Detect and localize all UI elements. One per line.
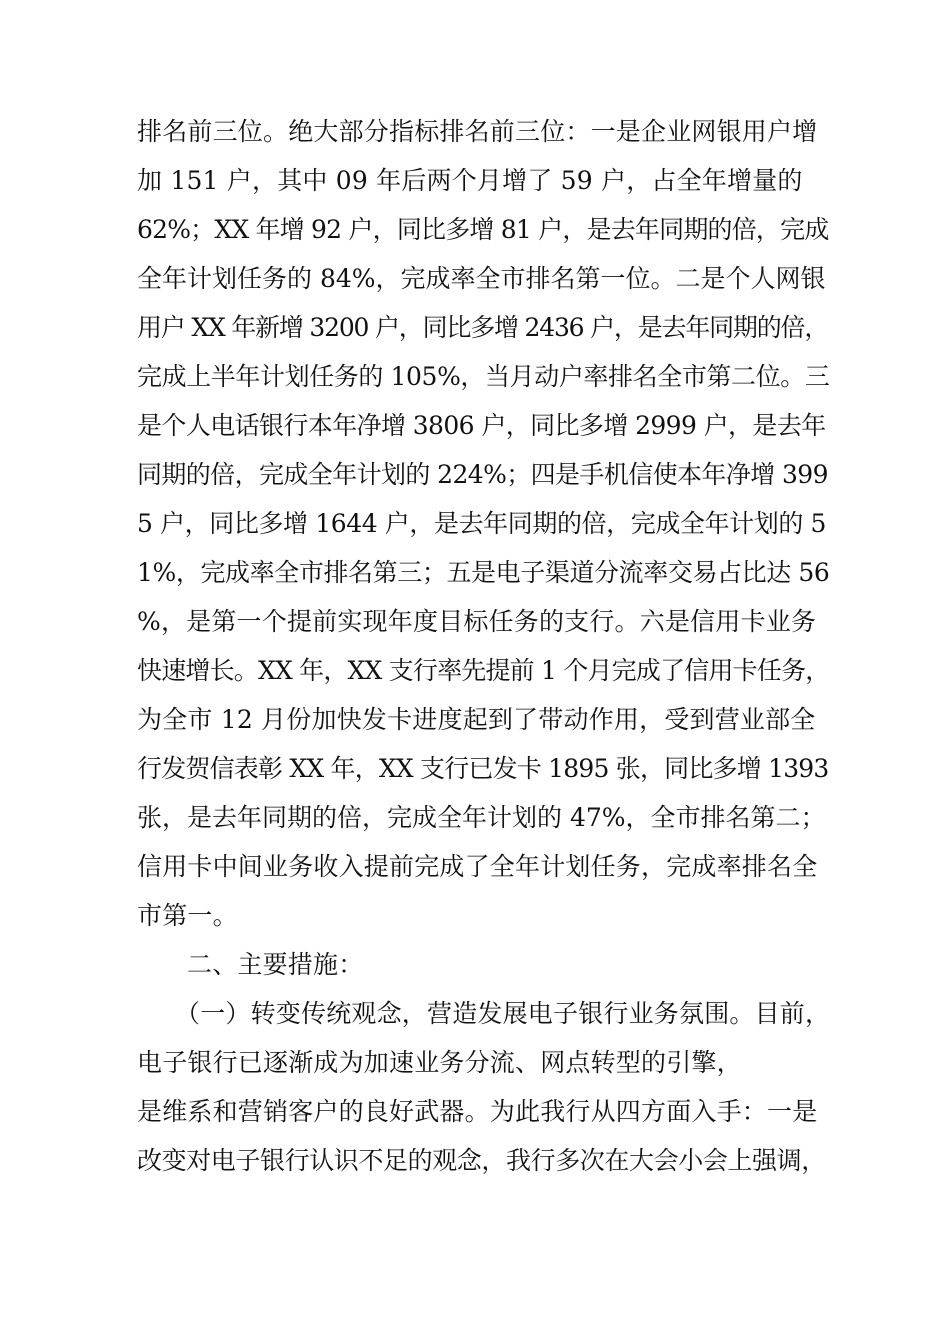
section-heading: 二、主要措施： [187,950,364,979]
body-text-line: %，是第一个提前实现年度目标任务的支行。六是信用卡业务 [137,607,817,636]
body-text-line: 同期的倍，完成全年计划的 224%；四是手机信使本年净增 399 [137,460,828,489]
body-text-line: 信用卡中间业务收入提前完成了全年计划任务，完成率排名全 [137,852,818,881]
body-text-line: 排名前三位。绝大部分指标排名前三位：一是企业网银用户增 [137,117,818,146]
body-text-line: 62%；XX 年增 92 户，同比多增 81 户，是去年同期的倍，完成 [137,215,829,244]
body-text-line: 行发贺信表彰 XX 年，XX 支行已发卡 1895 张，同比多增 1393 [137,754,829,783]
body-text-line: 加 151 户，其中 09 年后两个月增了 59 户，占全年增量的 [137,166,803,195]
body-text-line: 1%，完成率全市排名第三；五是电子渠道分流率交易占比达 56 [137,558,830,587]
body-text-line: 5 户，同比多增 1644 户，是去年同期的倍，完成全年计划的 5 [137,509,827,538]
subsection-heading-line: （一）转变传统观念，营造发展电子银行业务氛围。目前， [175,999,831,1028]
body-text-line: 为全市 12 月份加快发卡进度起到了带动作用，受到营业部全 [137,705,816,734]
body-text-line: 是维系和营销客户的良好武器。为此我行从四方面入手：一是 [137,1097,818,1126]
body-text-line: 改变对电子银行认识不足的观念，我行多次在大会小会上强调， [137,1146,826,1175]
body-text-line: 用户 XX 年新增 3200 户，同比多增 2436 户，是去年同期的倍， [137,313,829,342]
body-text-line: 市第一。 [137,901,238,930]
body-text-line: 全年计划任务的 84%，完成率全市排名第一位。二是个人网银 [137,264,826,293]
body-text-line: 电子银行已逐渐成为加速业务分流、网点转型的引擎， [137,1048,742,1077]
body-text-line: 张，是去年同期的倍，完成全年计划的 47%，全市排名第二； [137,803,826,832]
body-text-line: 快速增长。XX 年，XX 支行率先提前 1 个月完成了信用卡任务， [137,656,830,685]
body-text-line: 是个人电话银行本年净增 3806 户，同比多增 2999 户，是去年 [137,411,826,440]
body-text-line: 完成上半年计划任务的 105%，当月动户率排名全市第二位。三 [137,362,830,391]
